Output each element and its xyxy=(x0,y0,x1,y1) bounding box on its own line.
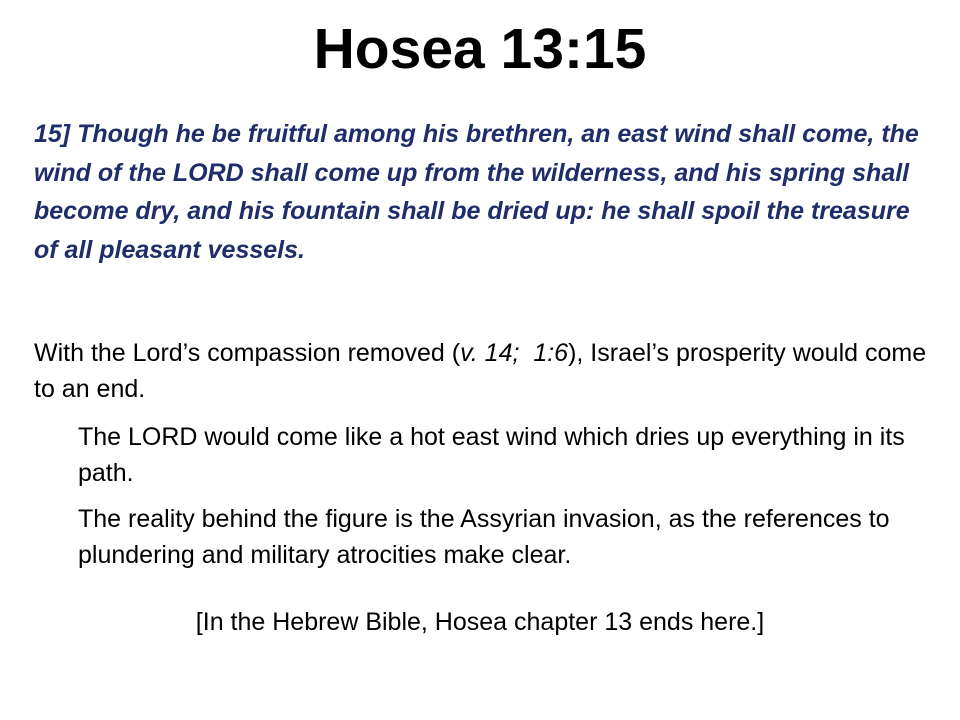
reference-separator xyxy=(519,339,533,367)
commentary-tail: ), Israel’s prosperity would come to an end. xyxy=(34,339,927,403)
reference-v14: v. 14; xyxy=(460,339,520,367)
slide-title: Hosea 13:15 xyxy=(313,17,647,81)
commentary-lead: With the Lord’s compassion removed ( xyxy=(34,339,461,367)
sub-point-east-wind: The LORD would come like a hot east wind which dries up everything in its path. xyxy=(78,423,905,487)
sub-point-assyrian-invasion: The reality behind the figure is the Assyrian invasion, as the references to plundering and military atrocities make clear. xyxy=(78,505,890,569)
commentary-paragraph xyxy=(34,335,934,407)
scripture-verse: 15] Though he be fruitful among his brethren, an east wind shall come, the wind of the LORD shall come up from the wilderness, and his spring shall become dry, and his fountain shall be dried up: he shall spoil the treasure of all pleasant vessels. xyxy=(34,120,919,264)
chapter-end-note: [In the Hebrew Bible, Hosea chapter 13 ends here.] xyxy=(195,608,765,636)
reference-1-6: 1:6 xyxy=(533,339,569,367)
